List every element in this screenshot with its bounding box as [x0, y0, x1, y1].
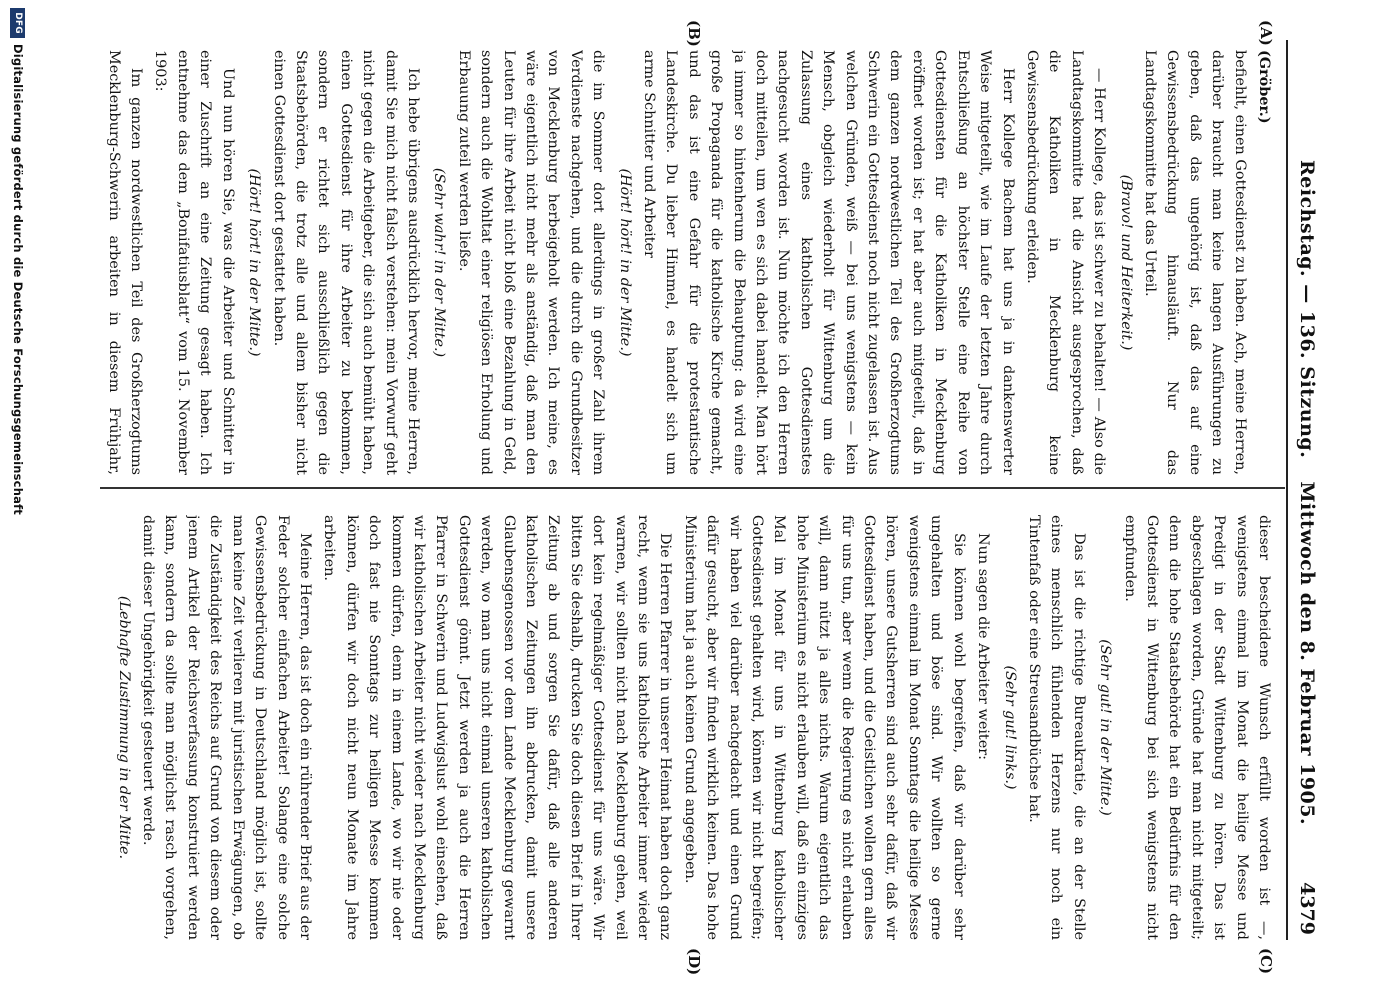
paragraph: Nun sagen die Arbeiter weiter:	[975, 533, 992, 760]
paragraph: Ich hebe übrigens ausdrücklich hervor, meine Herren, damit Sie mich nicht falsch verstehen: mein Vorwurf geht nicht gegen die Arbeitgeber, die sich auch bemüht haben, einen Gottesdienst für ihre Arbeiter zu bekommen, sondern er richtet sich ausschließlich gegen die Staatsbehörden, die trotz alle und allem bisher nicht einen Gottesdienst dort gestattet haben.	[270, 50, 421, 475]
interjection: (Bravo! und Heiterkeit.)	[1117, 174, 1134, 351]
session-title: Reichstag. — 136. Sitzung.	[1296, 160, 1318, 459]
paragraph: Und nun hören Sie, was die Arbeiter und Schnitter in einer Zuschrift an eine Zeitung gesagt haben. Ich entnehme das dem „Bonifatiusblatt“ vom 15. November 1903:	[152, 50, 236, 475]
dfg-logo: DFG	[10, 8, 25, 38]
left-column	[105, 50, 1275, 475]
quoted-letter: Sie können wohl begreifen, daß wir darüber sehr ungehalten und böse sind. Wir wollten so gerne wenigstens einmal im Monat Sonntags die heilige Messe hören, unsere Gutsherren sind auch sehr dafür, daß wir Gottesdienst haben, und die Geistlichen wollen gern alles für uns tun, aber wenn die Regierung es nicht erlauben will, dann nützt ja alles nichts. Warum eigentlich das hohe Ministerium es nicht erlauben will, daß ein einziges Mal im Monat für uns in Wittenburg katholischer Gottesdienst gehalten wird, können wir nicht begreifen; wir haben viel darüber nachgedacht und einen Grund dafür gesucht, aber wir finden wirklich keinen. Das hohe Ministerium hat ja auch keinen Grund angegeben.	[681, 515, 967, 940]
margin-mark-d: (D)	[685, 948, 703, 976]
margin-mark-b: (B)	[685, 20, 703, 47]
digitization-credit	[3, 0, 31, 1000]
paragraph: Das ist die richtige Bureaukratie, die an der Stelle eines menschlich fühlenden Herzens nur noch ein Tintenfaß oder eine Streusandbüchse hat.	[1025, 515, 1087, 940]
interjection: (Sehr wahr! in der Mitte.)	[431, 167, 448, 358]
margin-mark-a: (A)	[1257, 20, 1275, 46]
interjection	[105, 515, 108, 940]
paragraph: — Herr Kollege, das ist schwer zu behalten! — Also die Landtagskommitte hat die Ansicht ausgesprochen, daß die Katholiken in Mecklenburg keine Gewissensbedrückung erleiden.	[1023, 50, 1108, 475]
paragraph: Herr Kollege Bachem hat uns ja in dankenswerter Weise mitgeteilt, wie im Laufe der letzten Jahre durch Entschließung an höchster Stelle eine Reihe von Gottesdiensten für die Katholiken in Mecklenburg eröffnet worden ist; er hat aber auch mitgeteilt, daß in dem ganzen nordwestlichen Teil des Großherzogtums Schwerin ein Gottesdienst noch nicht zugelassen ist. Aus welchen Gründen, weiß — bei uns wenigstens — kein Mensch, obgleich wiederholt für Wittenburg um die Zulassung eines katholischen Gottesdienstes nachgesucht worden ist. Nun möchte ich den Herren doch mitteilen, um wen es sich dabei handelt. Man hört ja immer so hintenherum die Behauptung: da wird eine große Propaganda für die katholische Kirche gemacht, und das ist eine Gefahr für die protestantische Landeskirche. Du lieber Himmel, es handelt sich um arme Schnitter und Arbeiter	[641, 50, 1016, 475]
session-date: Mittwoch den 8. Februar 1905.	[1296, 481, 1318, 826]
page-number: 4379	[1296, 882, 1318, 935]
paragraph: dieser bescheidene Wunsch erfüllt worden ist —, wenigstens einmal im Monat die heilige Messe und Predigt in der Stadt Wittenburg zu hören. Das ist abgeschlagen worden, Gründe hat man nicht mitgeteilt; denn die hohe Staatsbehörde hat ein Bedürfnis für den Gottesdienst in Wittenburg bei sich wenigstens nicht empfunden.	[1121, 515, 1272, 940]
header-rule	[1286, 40, 1288, 940]
column-divider	[100, 487, 1285, 489]
paragraph: befiehlt, einen Gottesdienst zu haben. Ach, meine Herren, darüber braucht man keine langen Ausführungen zu geben, daß das ungehörig ist, daß das auf eine Gewissensbedrückung hinausläuft. Nur das Landtagskommitte hat das Urteil.	[1141, 50, 1248, 475]
credit-text: Digitalisierung gefördert durch die Deutsche Forschungsgemeinschaft	[11, 44, 25, 515]
interjection: (Hört! hört! in der Mitte.)	[616, 168, 633, 357]
quoted-letter: Die Herren Pfarrer in unserer Heimat haben doch ganz recht, wenn sie uns katholische Arbeiter immer wieder warnen, wir sollten nicht nach Mecklenburg gehen, weil dort kein regelmäßiger Gottesdienst für uns wäre. Wir bitten Sie deshalb, drucken Sie doch diesen Brief in Ihrer Zeitung ab und sorgen Sie dafür, daß alle anderen katholischen Zeitungen ihn abdrucken, damit unsere Glaubensgenossen vor dem Lande Mecklenburg gewarnt werden, wo man uns nicht einmal unseren katholischen Gottesdienst gönnt. Jetzt werden ja auch die Herren Pfarrer in Schwerin und Ludwigslust wohl einsehen, daß wir katholischen Arbeiter nicht wieder nach Mecklenburg kommen dürfen, denn in einem Lande, wo wir nie oder doch fast nie Sonntags zur heiligen Messe kommen können, dürfen wir doch nicht neun Monate im Jahre arbeiten.	[321, 515, 674, 940]
interjection: (Sehr gut! in der Mitte.)	[1097, 639, 1114, 816]
paragraph: Meine Herren, das ist doch ein rührender Brief aus der Feder solcher einfachen Arbeiter! Solange eine solche Gewissensbedrückung in Deutschland möglich ist, sollte man keine Zeit verlieren mit juristischen Erwägungen, ob die Zuständigkeit des Reichs auf Grund von diesem oder jenem Artikel der Reichsverfassung konstruiert werden kann, sondern da sollte man möglichst rasch vorgehen, damit dieser Ungehörigkeit gesteuert werde.	[140, 515, 313, 940]
margin-mark-c: (C)	[1257, 948, 1275, 975]
page-header	[1288, 40, 1328, 940]
quoted-letter: Im ganzen nordwestlichen Teil des Großherzogtums Mecklenburg-Schwerin arbeiten in diesem Frühjahr,	[105, 50, 145, 475]
interjection: (Hört! hört! in der Mitte.)	[246, 168, 263, 357]
header-title	[1296, 160, 1318, 825]
right-column	[105, 515, 1275, 940]
interjection: (Sehr gut! links.)	[1001, 665, 1018, 790]
paragraph: die im Sommer dort allerdings in großer Zahl ihrem Verdienste nachgehen, und die durch die Grundbesitzer von Mecklenburg herbeigeholt werden. Ich meine, es wäre eigentlich nicht mehr als anständig, daß man den Leuten für ihre Arbeit nicht bloß eine Bezahlung in Geld, sondern auch die Wohltat einer religiösen Erholung und Erbauung zuteil werden ließe.	[455, 50, 607, 475]
speaker-name: (Gröber.)	[1256, 50, 1273, 124]
interjection: (Lebhafte Zustimmung in der Mitte.	[115, 595, 132, 860]
